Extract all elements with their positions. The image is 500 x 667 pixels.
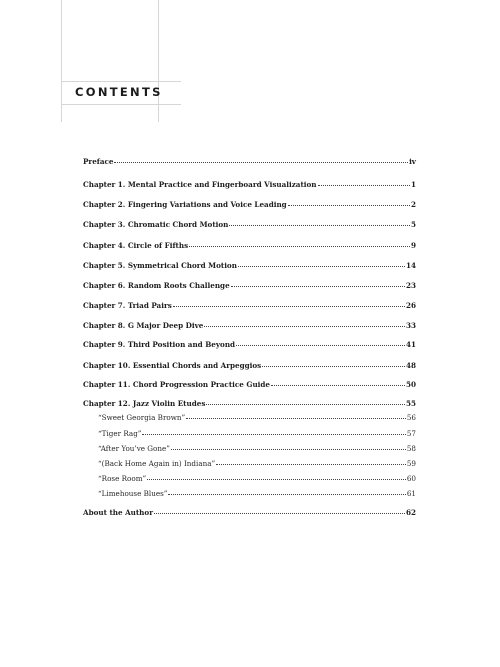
- toc-entry: [83, 399, 416, 409]
- toc-entry-page: iv: [409, 157, 416, 166]
- toc-entry-page: 14: [405, 261, 416, 270]
- toc-entry-page: 1: [410, 180, 416, 189]
- toc-dot-leader: [186, 418, 406, 419]
- toc-entry-title: “Limehouse Blues”: [98, 489, 168, 498]
- toc-entry-title: Chapter 11. Chord Progression Practice Guide: [83, 380, 271, 389]
- toc-entry: [83, 180, 416, 190]
- toc-dot-leader: [288, 205, 410, 206]
- toc-dot-leader: [229, 225, 410, 226]
- toc-dot-leader: [114, 162, 408, 163]
- toc-entry-title: About the Author: [83, 508, 153, 517]
- toc-entry: [83, 361, 416, 371]
- toc-entry-title: Chapter 12. Jazz Violin Etudes: [83, 399, 206, 408]
- toc-entry-title: “Sweet Georgia Brown”: [98, 413, 186, 422]
- toc-dot-leader: [168, 494, 405, 495]
- toc-entry: [83, 321, 416, 331]
- toc-entry-page: 58: [406, 444, 416, 453]
- toc-entry-title: Chapter 5. Symmetrical Chord Motion: [83, 261, 237, 270]
- toc-dot-leader: [173, 306, 405, 307]
- toc-entry-title: Chapter 6. Random Roots Challenge: [83, 281, 230, 290]
- toc-dot-leader: [154, 513, 405, 514]
- toc-entry-page: 48: [405, 361, 416, 370]
- toc-entry-page: 60: [406, 474, 416, 483]
- toc-entry-page: 33: [405, 321, 416, 330]
- toc-dot-leader: [271, 385, 405, 386]
- toc-subentry: [83, 489, 416, 499]
- toc-entry-title: Preface: [83, 157, 114, 166]
- toc-entry-page: 5: [410, 220, 416, 229]
- toc-entry: [83, 200, 416, 210]
- toc-entry-page: 56: [406, 413, 416, 422]
- toc-entry-title: “(Back Home Again in) Indiana”: [98, 459, 216, 468]
- toc-dot-leader: [206, 404, 405, 405]
- toc-entry-title: Chapter 3. Chromatic Chord Motion: [83, 220, 229, 229]
- toc-dot-leader: [216, 464, 406, 465]
- toc-dot-leader: [236, 345, 405, 346]
- toc-entry-page: 23: [405, 281, 416, 290]
- toc-subentry: [83, 429, 416, 439]
- toc-dot-leader: [231, 286, 405, 287]
- toc-entry-title: Chapter 8. G Major Deep Dive: [83, 321, 204, 330]
- toc-entry: [83, 261, 416, 271]
- toc-entry-page: 57: [406, 429, 416, 438]
- toc-entry-page: 50: [405, 380, 416, 389]
- toc-entry-title: “Rose Room”: [98, 474, 147, 483]
- toc-entry: [83, 508, 416, 518]
- toc-entry-title: “Tiger Rag”: [98, 429, 142, 438]
- toc-subentry: [83, 474, 416, 484]
- toc-dot-leader: [189, 246, 410, 247]
- toc-dot-leader: [204, 326, 405, 327]
- toc-entry-page: 26: [405, 301, 416, 310]
- toc-entry: [83, 241, 416, 251]
- toc-dot-leader: [171, 449, 406, 450]
- toc-entry: [83, 380, 416, 390]
- toc-entry-page: 41: [405, 340, 416, 349]
- corner-rule-horizontal-bottom: [61, 104, 181, 105]
- toc-entry-page: 55: [405, 399, 416, 408]
- toc-subentry: [83, 413, 416, 423]
- toc-entry-title: Chapter 1. Mental Practice and Fingerboard Visualization: [83, 180, 317, 189]
- toc-entry: [83, 220, 416, 230]
- toc-entry-title: Chapter 2. Fingering Variations and Voice Leading: [83, 200, 287, 209]
- toc-entry-title: “After You’ve Gone”: [98, 444, 170, 453]
- toc-entry-page: 59: [406, 459, 416, 468]
- toc-entry-title: Chapter 9. Third Position and Beyond: [83, 340, 236, 349]
- toc-entry: [83, 281, 416, 291]
- toc-entry: [83, 157, 416, 167]
- toc-entry-page: 2: [410, 200, 416, 209]
- page-title: CONTENTS: [75, 85, 163, 99]
- toc-dot-leader: [238, 266, 405, 267]
- corner-rule-horizontal-top: [61, 81, 181, 82]
- toc-subentry: [83, 459, 416, 469]
- toc-dot-leader: [318, 185, 410, 186]
- toc-dot-leader: [142, 434, 405, 435]
- toc-subentry: [83, 444, 416, 454]
- toc-entry-page: 61: [406, 489, 416, 498]
- toc-entry-title: Chapter 10. Essential Chords and Arpeggios: [83, 361, 262, 370]
- toc-dot-leader: [147, 479, 406, 480]
- toc-entry-title: Chapter 4. Circle of Fifths: [83, 241, 189, 250]
- toc-entry: [83, 340, 416, 350]
- toc-dot-leader: [262, 366, 405, 367]
- toc-entry-page: 9: [410, 241, 416, 250]
- toc-entry-title: Chapter 7. Triad Pairs: [83, 301, 172, 310]
- toc-entry: [83, 301, 416, 311]
- toc-entry-page: 62: [405, 508, 416, 517]
